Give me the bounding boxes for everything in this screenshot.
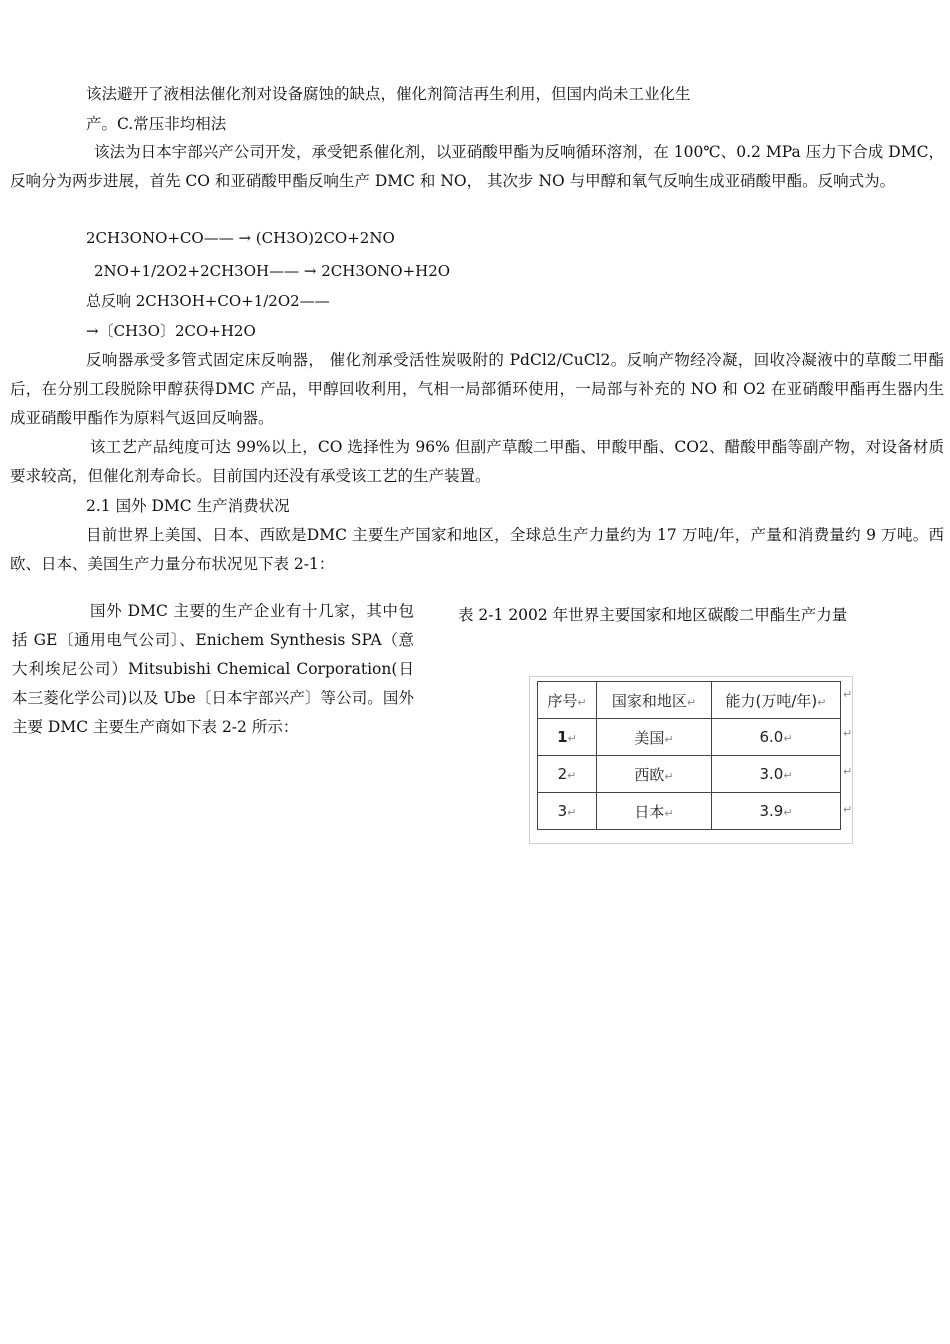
- table-row: [538, 756, 841, 793]
- table-cell: 3.0↵: [712, 756, 841, 793]
- table-header-row: [538, 682, 841, 719]
- table-cell: 1↵: [538, 719, 597, 756]
- table-cell: 西欧↵: [597, 756, 712, 793]
- equation-total: 总反响 2CH3OH+CO+1/2O2——: [86, 292, 330, 310]
- table-row: [538, 719, 841, 756]
- row-end-mark: ↵: [843, 688, 853, 701]
- table-cell: 6.0↵: [712, 719, 841, 756]
- paragraph-ube-process: 该法为日本宇部兴产公司开发，承受钯系催化剂，以亚硝酸甲酯为反响循环溶剂，在 100℃、0.2 MPa 压力下合成 DMC，反响分为两步进展，首先 CO 和亚硝酸甲酯反响生产 DMC 和 NO， 其次步 NO 与甲醇和氧气反响生成亚硝酸甲酯。反响式为。: [10, 143, 944, 190]
- row-end-mark: ↵: [843, 765, 853, 778]
- equation-1: 2CH3ONO+CO—— → (CH3O)2CO+2NO: [86, 229, 395, 247]
- section-heading-2-1: 2.1 国外 DMC 生产消费状况: [86, 497, 290, 515]
- header-cell-region: 国家和地区↵: [597, 682, 712, 719]
- table-row: [538, 793, 841, 830]
- table-cell: 3.9↵: [712, 793, 841, 830]
- table-cell: 日本↵: [597, 793, 712, 830]
- table-caption: 表 2-1 2002 年世界主要国家和地区碳酸二甲酯生产力量: [458, 606, 848, 624]
- equation-2: 2NO+1/2O2+2CH3OH—— → 2CH3ONO+H2O: [94, 262, 451, 280]
- paragraph-purity: 该工艺产品纯度可达 99%以上，CO 选择性为 96% 但副产草酸二甲酯、甲酸甲酯、CO2、醋酸甲酯等副产物，对设备材质要求较高，但催化剂寿命长。目前国内还没有承受该工艺的生产装置。: [10, 438, 944, 485]
- row-end-mark: ↵: [843, 803, 853, 816]
- row-end-mark: ↵: [843, 727, 853, 740]
- table-cell: 2↵: [538, 756, 597, 793]
- header-cell-capacity: 能力(万吨/年)↵: [712, 682, 841, 719]
- equation-total-product: →〔CH3O〕2CO+H2O: [86, 322, 256, 340]
- table-cell: 3↵: [538, 793, 597, 830]
- header-cell-index: 序号↵: [538, 682, 597, 719]
- paragraph-world-capacity: 目前世界上美国、日本、西欧是DMC 主要生产国家和地区，全球总生产力量约为 17 万吨/年，产量和消费量约 9 万吨。西欧、日本、美国生产力量分布状况见下表 2-1：: [10, 526, 944, 573]
- paragraph-reactor: 反响器承受多管式固定床反响器， 催化剂承受活性炭吸附的 PdCl2/CuCl2。反响产物经冷凝，回收冷凝液中的草酸二甲酯后，在分别工段脱除甲醇获得DMC 产品，甲醇回收利用，气相一局部循环使用，一局部与补充的 NO 和 O2 在亚硝酸甲酯再生器内生成亚硝酸甲酯作为原料气返回反响器。: [10, 351, 944, 427]
- paragraph-liquid-phase-note: 该法避开了液相法催化剂对设备腐蚀的缺点，催化剂简洁再生利用，但国内尚未工业化生: [86, 85, 691, 103]
- table-cell: 美国↵: [597, 719, 712, 756]
- capacity-table: [537, 681, 841, 830]
- section-heading-c: 产。C.常压非均相法: [86, 115, 227, 133]
- paragraph-producers: 国外 DMC 主要的生产企业有十几家，其中包括 GE〔通用电气公司〕、Enichem Synthesis SPA（意大利埃尼公司）Mitsubishi Chemical Corporation(日本三菱化学公司)以及 Ube〔日本宇部兴产〕等公司。国外主要 DMC 主要生产商如下表 2-2 所示：: [12, 602, 414, 736]
